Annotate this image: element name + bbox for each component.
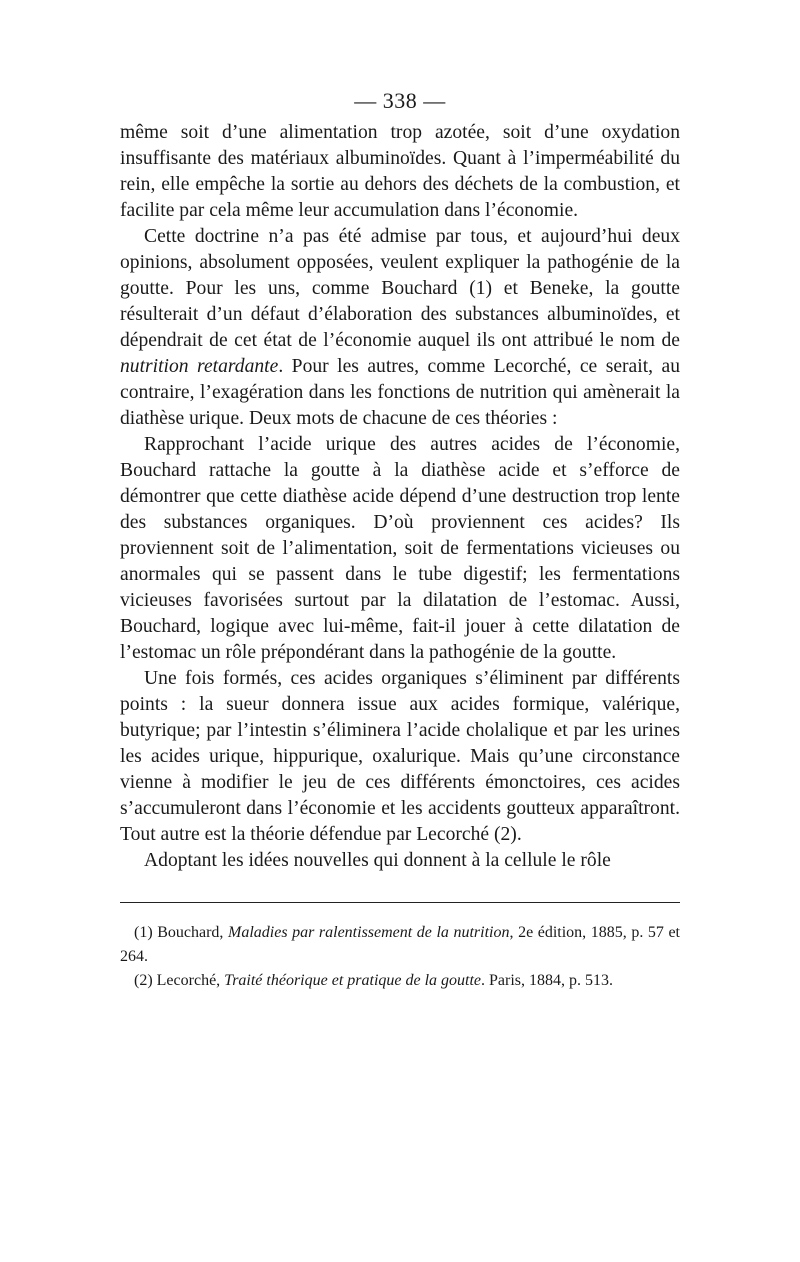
- paragraph-2: [120, 224, 680, 432]
- footnotes: [120, 921, 680, 993]
- footnote-1: [120, 921, 680, 969]
- paragraph-3: Rapprochant l’acide urique des autres acides de l’économie, Bouchard rattache la goutte à la diathèse acide et s’efforce de démontrer que cette diathèse acide dépend d’une destruction trop lente des substances organiques. D’où proviennent ces acides? Ils proviennent soit de l’alimentation, soit de fermentations vicieuses ou anormales qui se passent dans le tube digestif; les fermentations vicieuses favorisées surtout par la dilatation de l’estomac. Aussi, Bouchard, logique avec lui-même, fait-il jouer à cette dilatation de l’estomac un rôle prépondérant dans la pathogénie de la goutte.: [120, 434, 680, 663]
- paragraph-2-text: Cette doctrine n’a pas été admise par tous, et aujourd’hui deux opinions, absolument opposées, veulent expliquer la pathogénie de la goutte. Pour les uns, comme Bouchard (1) et Beneke, la goutte résulterait d’un défaut d’élaboration des substances albuminoïdes, et dépendrait de cet état de l’économie auquel ils ont attribué le nom de: [120, 226, 680, 351]
- footnote-1-rest: , 2e édition, 1885, p. 57 et 264.: [120, 924, 680, 965]
- footnote-1-title: Maladies par ralentissement de la nutrition: [228, 924, 510, 941]
- footnote-rule: [120, 902, 680, 903]
- paragraph-4: Une fois formés, ces acides organiques s’éliminent par différents points : la sueur donnera issue aux acides formique, valérique, butyrique; par l’intestin s’éliminera l’acide cholalique et par les urines les acides urique, hippurique, oxalurique. Mais qu’une circonstance vienne à modifier le jeu de ces différents émonctoires, ces acides s’accumuleront dans l’économie et les accidents goutteux apparaîtront. Tout autre est la théorie défendue par Lecorché (2).: [120, 668, 680, 845]
- page-number: — 338 —: [354, 88, 446, 113]
- footnote-2-mark: (2) Lecorché,: [134, 972, 225, 989]
- body-text: [120, 120, 680, 874]
- footnote-2-rest: . Paris, 1884, p. 513.: [481, 972, 614, 989]
- paragraph-5: Adoptant les idées nouvelles qui donnent à la cellule le rôle: [144, 850, 611, 871]
- footnote-2: [120, 969, 680, 993]
- footnote-2-title: Traité théorique et pratique de la goutte: [224, 972, 482, 989]
- italic-term: nutrition retardante: [120, 356, 279, 377]
- footnote-1-mark: (1) Bouchard,: [134, 924, 228, 941]
- paragraph-2-tail: . Pour les autres, comme Lecorché, ce serait, au contraire, l’exagération dans les fonctions de nutrition qui amènerait la diathèse urique. Deux mots de chacune de ces théories :: [120, 356, 680, 429]
- paragraph-1: même soit d’une alimentation trop azotée, soit d’une oxydation insuffisante des matériaux albuminoïdes. Quant à l’imperméabilité du rein, elle empêche la sortie au dehors des déchets de la combustion, et facilite par cela même leur accumulation dans l’économie.: [120, 122, 680, 221]
